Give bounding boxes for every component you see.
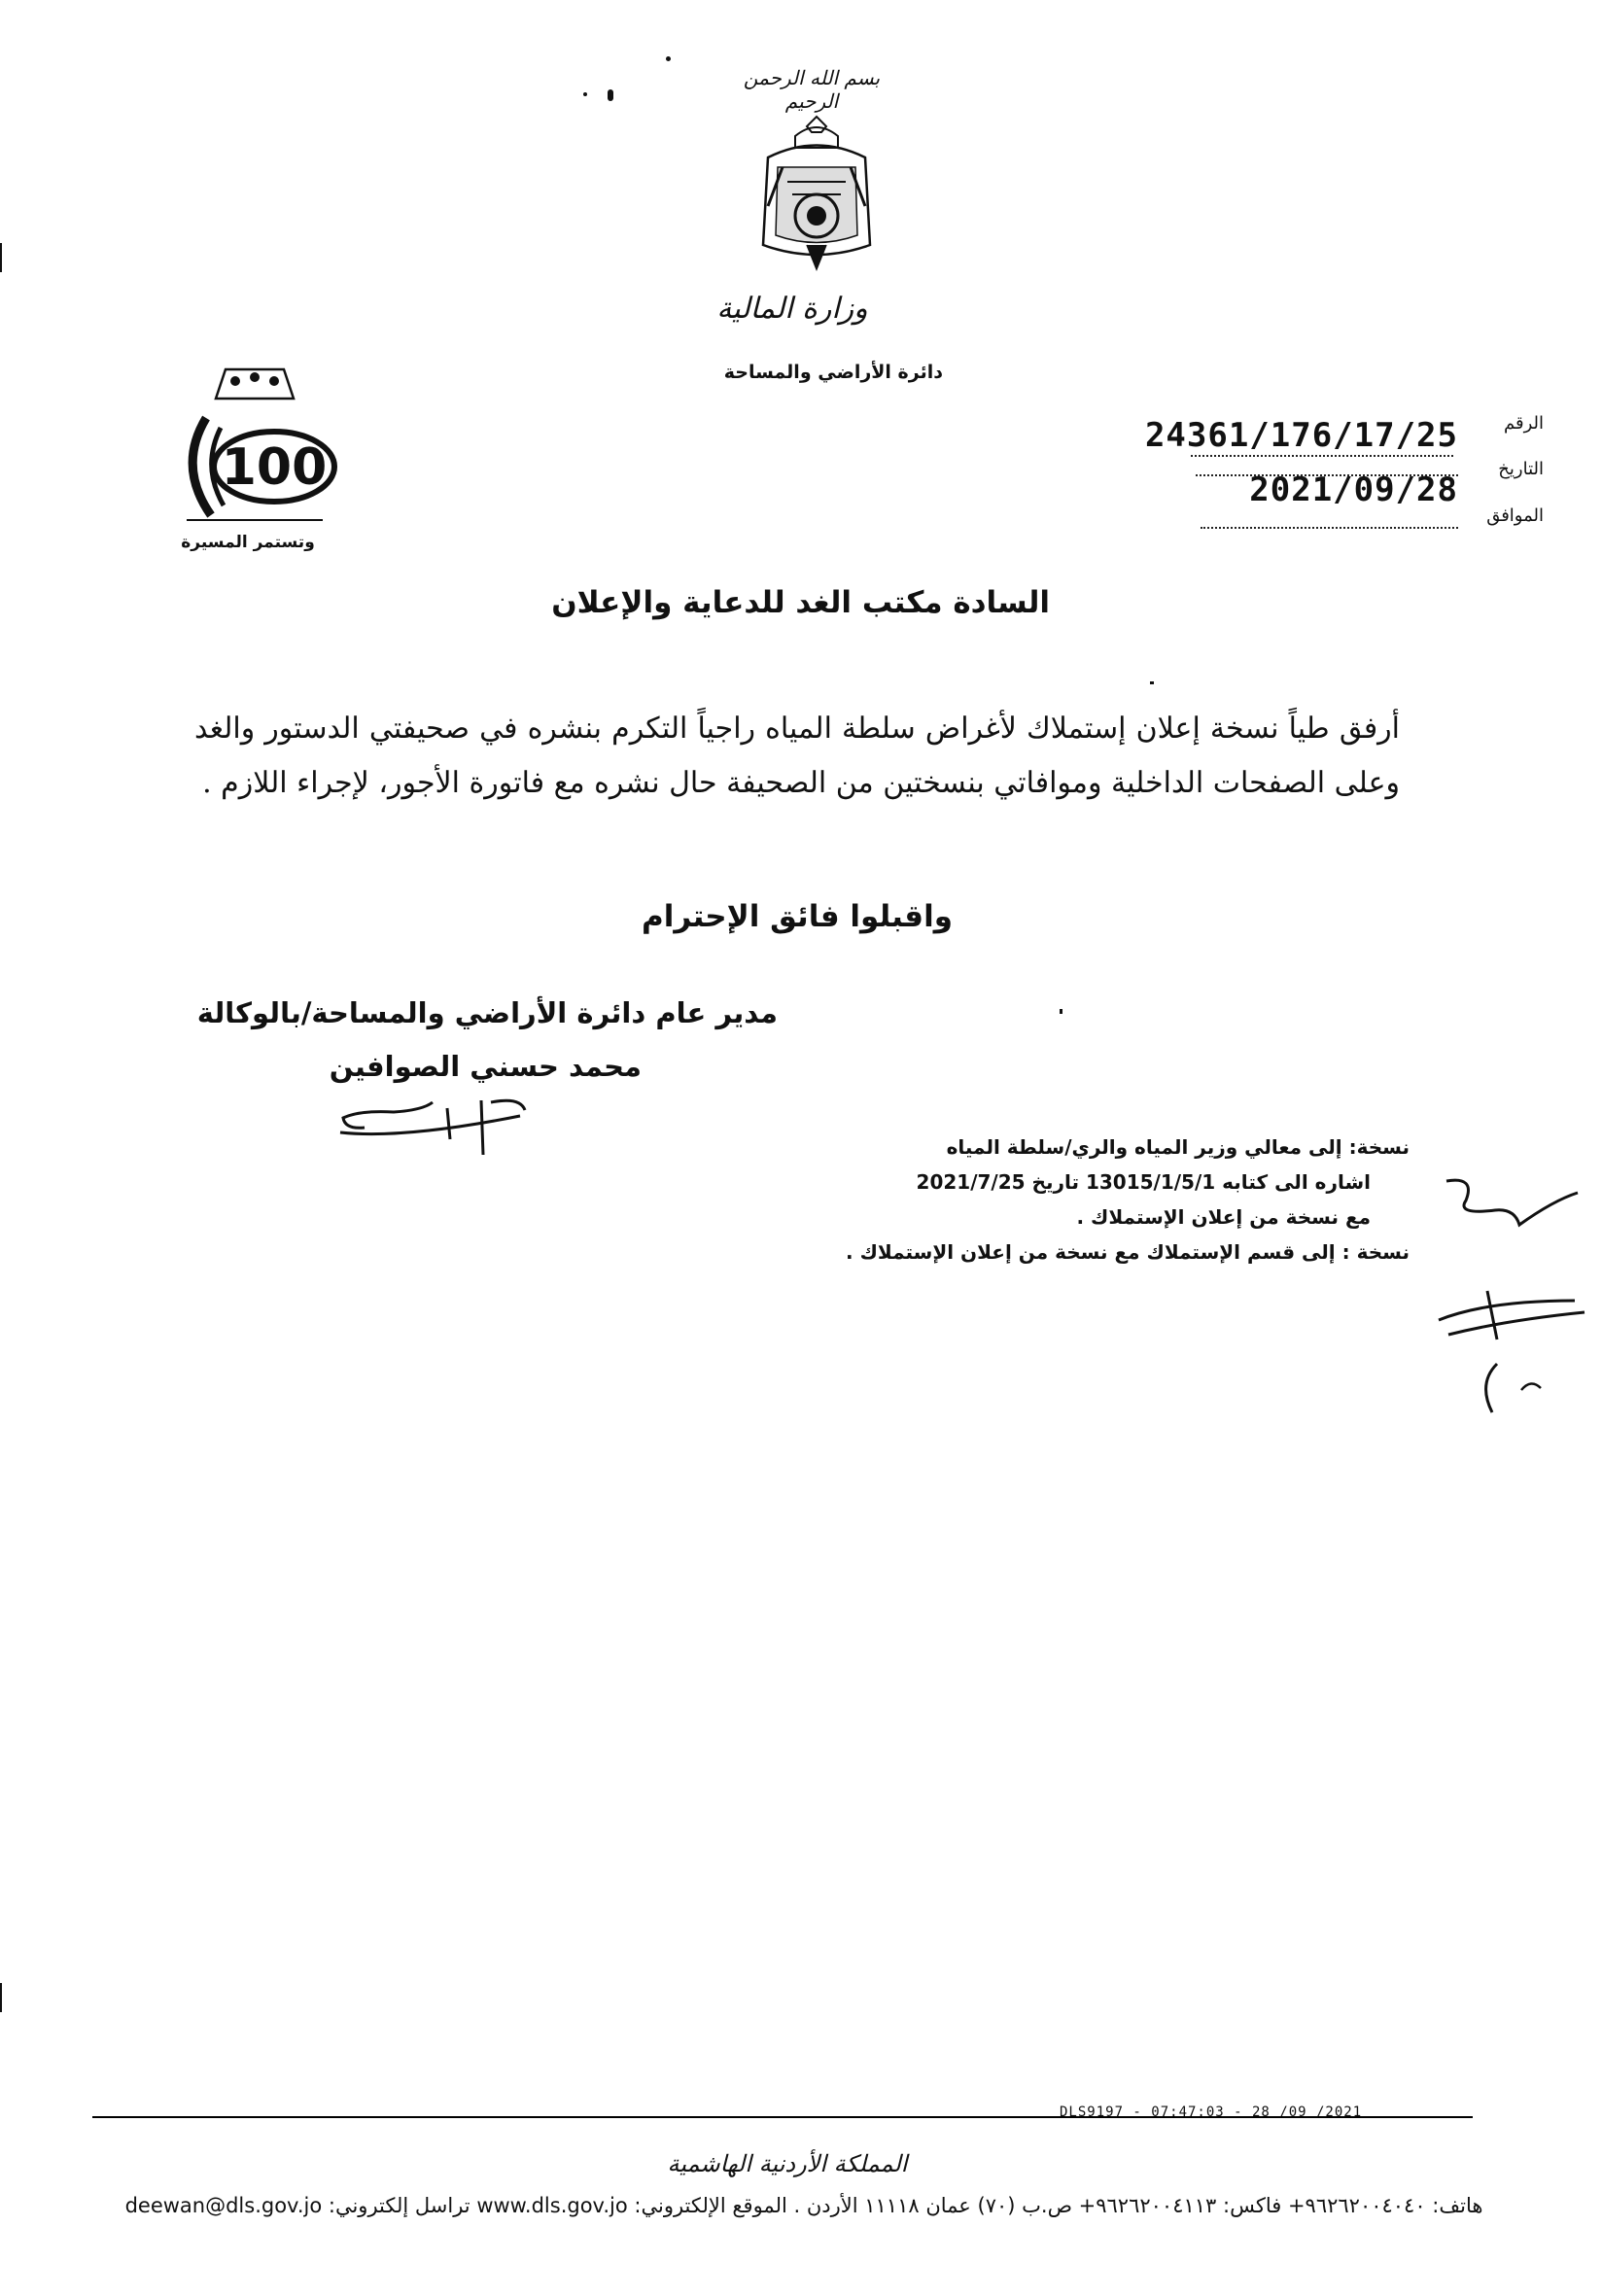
footer-contact: هاتف: ٩٦٢٦٢٠٠٤٠٤٠+ فاكس: ٩٦٢٦٢٠٠٤١١٣+ ص.ب (٧٠) عمان ١١١١٨ الأردن . الموقع الإلكتروني: www.dls.gov.jo تراسل إلكتروني: deewan@dls.gov.jo (124, 2194, 1483, 2217)
ref-hijri-label: الموافق (1486, 505, 1544, 526)
centenary-number: 100 (221, 438, 328, 497)
scan-speck (1060, 1009, 1062, 1014)
coat-of-arms-icon (749, 109, 885, 279)
scan-speck (583, 92, 587, 96)
handwritten-signature (335, 1089, 540, 1166)
copy-line-4: نسخة : إلى قسم الإستملاك مع نسخة من إعلان الإستملاك . (846, 1240, 1410, 1264)
letter-body: أرفق طياً نسخة إعلان إستملاك لأغراض سلطة المياه راجياً التكرم بنشره في صحيفتي الدستور والغد وعلى الصفحات الداخلية وموافاتي بنسختين من الصحيفة حال نشره مع فاتورة الأجور، لإجراء اللازم . (194, 712, 1400, 800)
ref-number-line (1191, 455, 1453, 457)
ministry-name: وزارة المالية (716, 292, 868, 326)
centenary-caption: وتستمر المسيرة (181, 533, 315, 552)
footer-divider (92, 2116, 1473, 2118)
copy-line-1: نسخة: إلى معالي وزير المياه والري/سلطة المياه (946, 1135, 1410, 1159)
scan-speck (608, 89, 613, 101)
ref-date-line (1196, 474, 1458, 476)
scan-edge-mark (0, 1983, 2, 2012)
scan-edge-mark (0, 243, 2, 272)
department-name: دائرة الأراضي والمساحة (723, 362, 943, 383)
footer-kingdom: المملكة الأردنية الهاشمية (667, 2150, 908, 2177)
handwritten-annotation (1429, 1281, 1594, 1417)
letter-closing: واقبلوا فائق الإحترام (641, 899, 953, 934)
ref-date-value: 2021/09/28 (1249, 470, 1458, 509)
scan-speck (1150, 681, 1154, 684)
ref-date-label: التاريخ (1498, 459, 1544, 479)
basmala: بسم الله الرحمن الرحيم (743, 66, 881, 113)
signatory-title: مدير عام دائرة الأراضي والمساحة/بالوكالة (196, 996, 778, 1029)
centenary-logo-icon (167, 360, 342, 544)
handwritten-initials (1437, 1171, 1583, 1239)
ref-number-label: الرقم (1503, 413, 1544, 434)
ref-hijri-line (1201, 527, 1458, 529)
scan-speck (666, 56, 671, 61)
copy-line-2: اشاره الى كتابه 13015/1/5/1 تاريخ 2021/7/25 (916, 1170, 1371, 1194)
signatory-name: محمد حسني الصوافين (329, 1050, 642, 1083)
print-stamp: DLS9197 - 07:47:03 - 28 /09 /2021 (1060, 2105, 1363, 2120)
ref-number-value: 24361/176/17/25 (1144, 416, 1458, 455)
letter-salutation: السادة مكتب الغد للدعاية والإعلان (551, 585, 1050, 620)
copy-line-3: مع نسخة من إعلان الإستملاك . (1076, 1205, 1371, 1229)
